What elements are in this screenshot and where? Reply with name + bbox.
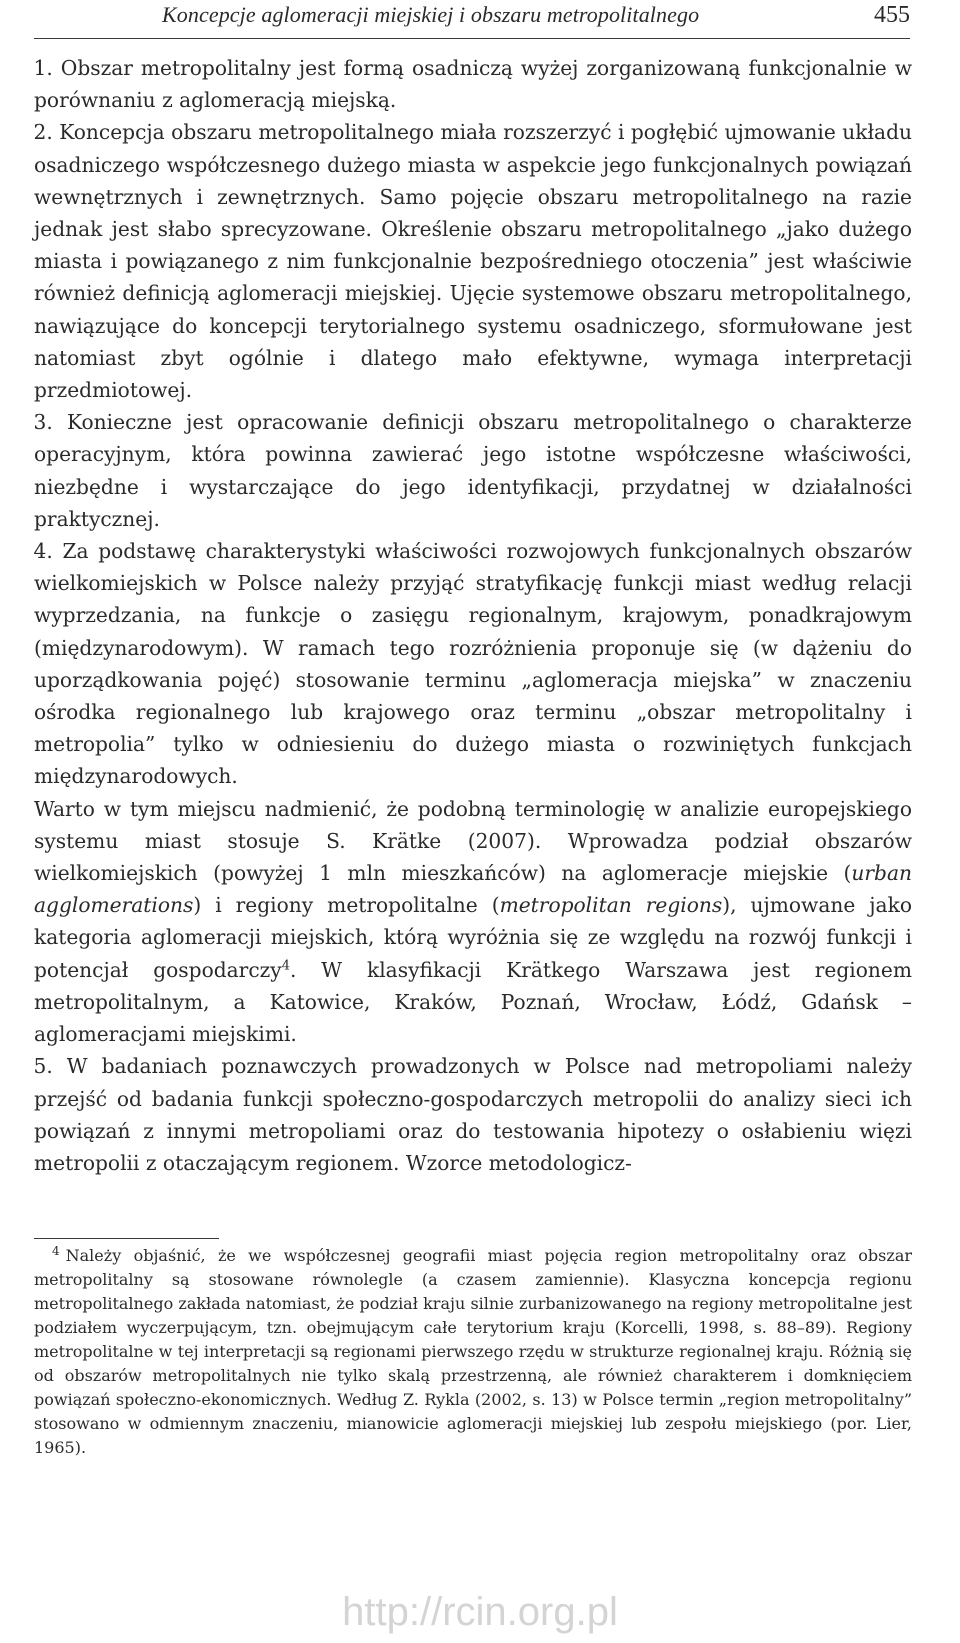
item-text: Za podstawę charakterystyki właściwości rozwojowych funkcjonalnych obszarów wielkomiejskich w Polsce należy przyjąć stratyfikację funkcji miast według relacji wyprzedzania, na funkcje o zasięgu regionalnym, krajowym, ponadkrajowym (międzynarodowym). W ramach tego rozróżnienia proponuje się (w dążeniu do uporządkowania pojęć) stosowanie terminu „aglomeracja miejska” w znaczeniu ośrodka regionalnego lub krajowego oraz terminu „obszar metropolitalny i metropolia” tylko w odniesieniu do dużego miasta o rozwiniętych funkcjach międzynarodowych. <box>34 539 913 789</box>
list-item <box>34 406 912 535</box>
list-item <box>34 116 912 406</box>
footnote-divider <box>34 1238 219 1239</box>
term-metropolitan-regions: metropolitan regions <box>499 893 723 918</box>
item-continuation <box>34 793 912 1051</box>
item-text: W badaniach poznawczych prowadzonych w Polsce nad metropoliami należy przejść od badania funkcji społeczno-gospodarczych metropolii do analizy sieci ich powiązań z innymi metropoliami oraz do testowania hipotezy o osłabieniu więzi metropolii z otaczającym regionem. Wzorce metodologicz- <box>34 1054 912 1175</box>
item-text: Obszar metropolitalny jest formą osadniczą wyżej zorganizowaną funkcjonalnie w porównaniu z aglomeracją miejską. <box>34 56 913 113</box>
item-number: 4. <box>33 539 53 564</box>
footnote-mark: 4 <box>52 1243 60 1258</box>
footnote-text: Należy objaśnić, że we współczesnej geografii miast pojęcia region metropolitalny oraz obszar metropolitalny są stosowane równolegle (a czasem zamiennie). Klasyczna koncepcja regionu metropolitalnego zakłada natomiast, że podział kraju silnie zurbanizowanego na regiony metropolitalne jest podziałem wyczerpującym, tzn. obejmującym całe terytorium kraju (Korcelli, 1998, s. 88–89). Regiony metropolitalne w tej interpretacji są regionami pierwszego rzędu w strukturze regionalnej kraju. Różnią się od obszarów metropolitalnych nie tylko skalą przestrzenną, ale również charakterem i domknięciem powiązań społeczno-ekonomicznych. Według Z. Rykla (2002, s. 13) w Polsce termin „region metropolitalny” stosowano w odmiennym znaczeniu, mianowicie aglomeracji miejskiej lub zespołu miejskiego (por. Lier, 1965). <box>34 1246 912 1457</box>
continuation-text: Warto w tym miejscu nadmienić, że podobną terminologię w analizie europejskiego systemu miast stosuje S. Krätke (2007). Wprowadza podział obszarów wielkomiejskich (powyżej 1 mln mieszkańców) na aglomeracje miejskie ( <box>34 796 912 886</box>
item-text: Koncepcja obszaru metropolitalnego miała rozszerzyć i pogłębić ujmowanie układu osadniczego współczesnego dużego miasta w aspekcie jego funkcjonalnych powiązań wewnętrznych i zewnętrznych. Samo pojęcie obszaru metropolitalnego na razie jednak jest słabo sprecyzowane. Określenie obszaru metropolitalnego „jako dużego miasta i powiązanego z nim funkcjonalnie bezpośredniego otoczenia” jest właściwie również definicją aglomeracji miejskiej. Ujęcie systemowe obszaru metropolitalnego, nawiązujące do koncepcji terytorialnego systemu osadniczego, sformułowane jest natomiast zbyt ogólnie i dlatego mało efektywne, wymaga interpretacji przedmiotowej. <box>34 120 912 403</box>
continuation-text: ), ujmowane jako kategoria aglomeracji miejskich, którą wyróżnia się ze względu na rozwój funkcji i potencjał gospodarczy <box>34 893 912 982</box>
term-urban-agglomerations: urban agglomerations <box>34 861 912 918</box>
item-text: Konieczne jest opracowanie definicji obszaru metropolitalnego o charakterze operacyjnym, która powinna zawierać jego istotne współczesne właściwości, niezbędne i wystarczające do jego identyfikacji, przydatnej w działalności praktycznej. <box>34 410 912 531</box>
main-text <box>34 52 912 1179</box>
footnote-reference: 4 <box>281 957 290 973</box>
list-item <box>34 52 912 116</box>
item-number: 3. <box>33 410 53 435</box>
list-item <box>34 1050 912 1179</box>
item-number: 1. <box>33 56 53 80</box>
watermark: http://rcin.org.pl <box>342 1590 618 1634</box>
list-item <box>34 535 912 793</box>
continuation-text: . W klasyfikacji Krätkego Warszawa jest regionem metropolitalnym, a Katowice, Kraków, Poznań, Wrocław, Łódź, Gdańsk – aglomeracjami miejskimi. <box>34 957 912 1047</box>
page-number: 455 <box>874 2 910 28</box>
continuation-text: ) i regiony metropolitalne ( <box>193 893 500 918</box>
running-title: Koncepcje aglomeracji miejskiej i obszaru metropolitalnego <box>162 2 700 27</box>
item-number: 5. <box>33 1054 53 1079</box>
running-header <box>34 0 910 39</box>
item-number: 2. <box>33 120 53 145</box>
footnote <box>34 1244 912 1460</box>
